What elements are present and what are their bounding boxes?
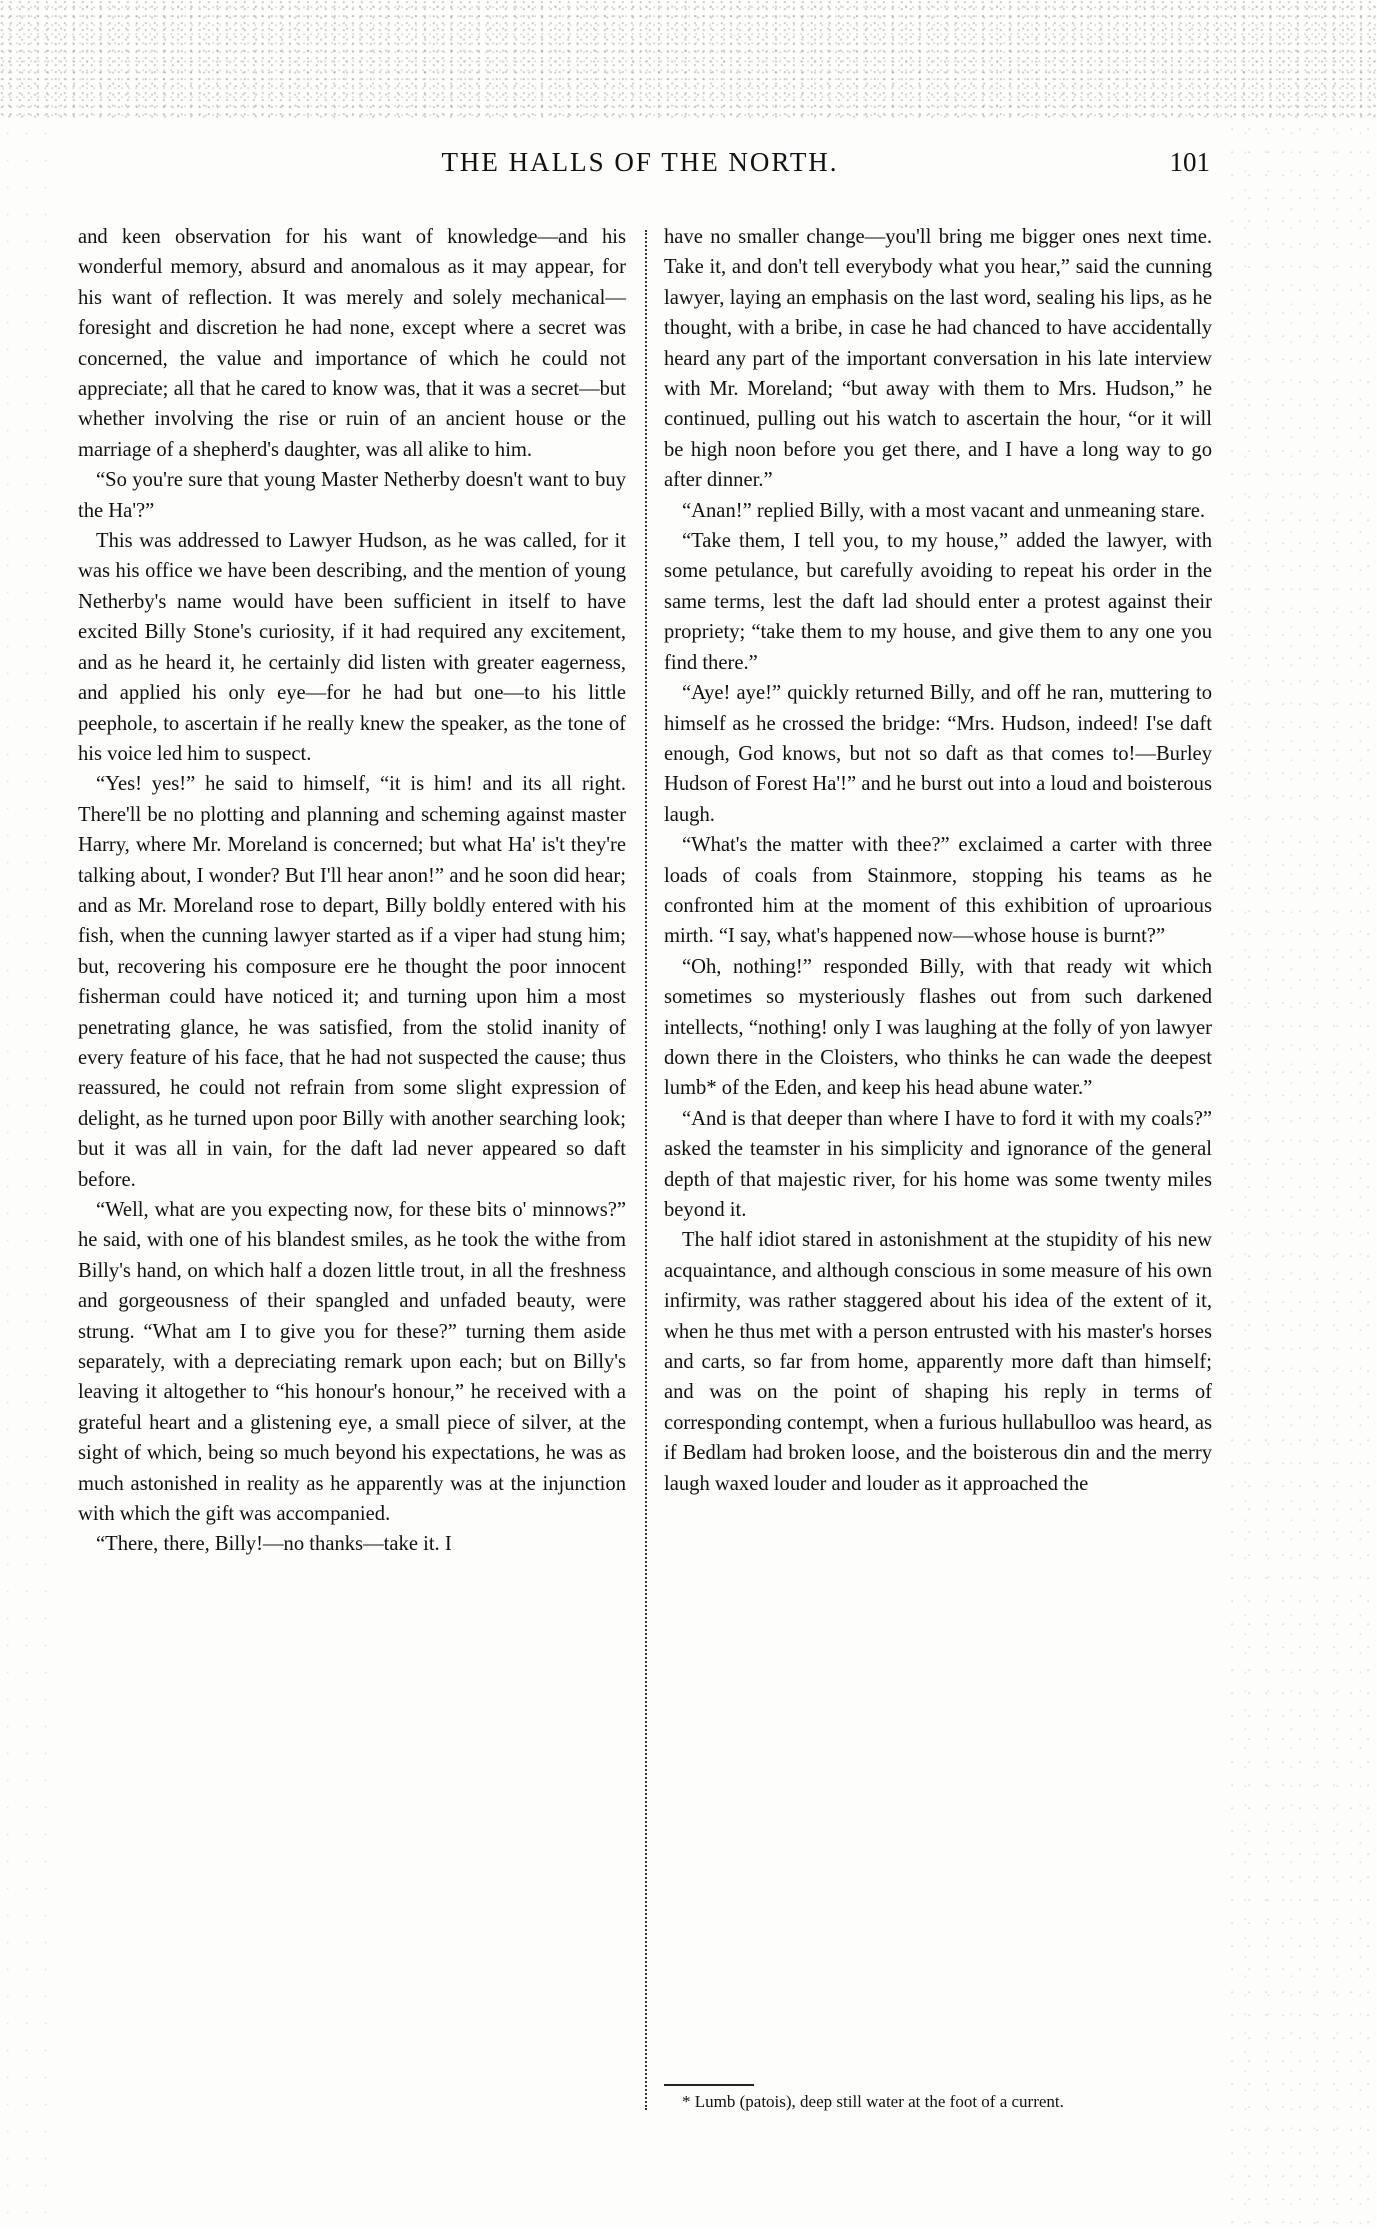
column-divider: [645, 230, 647, 2110]
scan-noise-right: [1227, 120, 1377, 2229]
paragraph: This was addressed to Lawyer Hudson, as he was called, for it was his office we have been describing, and the mention of young Netherby's name would have been sufficient in itself to have excited Billy Stone's curiosity, if it had required any excitement, and as he heard it, he certainly did listen with greater eagerness, and applied his only eye—for he had but one—to his little peephole, to ascertain if he really knew the speaker, as the tone of his voice led him to suspect.: [78, 530, 626, 765]
page-number: 101: [1169, 147, 1210, 177]
paragraph: “And is that deeper than where I have to ford it with my coals?” asked the teamster in his simplicity and ignorance of the general depth of that majestic river, for his home was some twenty miles beyond it.: [664, 1107, 1212, 1221]
paragraph: “Aye! aye!” quickly returned Billy, and off he ran, muttering to himself as he crossed the bridge: “Mrs. Hudson, indeed! I'se daft enough, God knows, but not so daft as that comes to!—Burley Hudson of Forest Ha'!” and he burst out into a loud and boisterous laugh.: [664, 682, 1212, 826]
paragraph: “Anan!” replied Billy, with a most vacant and unmeaning stare.: [682, 499, 1206, 522]
paragraph: “There, there, Billy!—no thanks—take it. I: [96, 1533, 452, 1556]
paragraph: “What's the matter with thee?” exclaimed a carter with three loads of coals from Stainmore, stopping his teams as he confronted him at the moment of this exhibition of uproarious mirth. “I say, what's happened now—whose house is burnt?”: [664, 834, 1212, 948]
footnote: * Lumb (patois), deep still water at the foot of a current.: [682, 2092, 1064, 2111]
running-head: [70, 147, 1210, 187]
scan-noise-top: [0, 0, 1377, 120]
paragraph: “Well, what are you expecting now, for these bits o' minnows?” he said, with one of his blandest smiles, as he took the withe from Billy's hand, on which half a dozen little trout, in all the freshness and gorgeousness of their spangled and unfaded beauty, were strung. “What am I to give you for these?” turning them aside separately, with a depreciating remark upon each; but on Billy's leaving it altogether to “his honour's honour,” he received with a grateful heart and a glistening eye, a small piece of silver, at the sight of which, being so much beyond his expectations, he was as much astonished in reality as he apparently was at the injunction with which the gift was accompanied.: [78, 1199, 626, 1526]
paragraph: “So you're sure that young Master Netherby doesn't want to buy the Ha'?”: [78, 469, 626, 522]
right-column: [664, 222, 1212, 1499]
paragraph: “Oh, nothing!” responded Billy, with that ready wit which sometimes so mysteriously flashes out from such darkened intellects, “nothing! only I was laughing at the folly of yon lawyer down there in the Cloisters, who thinks he can wade the deepest lumb* of the Eden, and keep his head abune water.”: [664, 955, 1212, 1100]
running-title: THE HALLS OF THE NORTH.: [441, 147, 839, 177]
scan-noise-left: [0, 120, 60, 2229]
footnote-rule: [664, 2084, 754, 2086]
paragraph: “Yes! yes!” he said to himself, “it is him! and its all right. There'll be no plotting and planning and scheming against master Harry, where Mr. Moreland is concerned; but what Ha' is't they're talking about, I wonder? But I'll hear anon!” and he soon did hear; and as Mr. Moreland rose to depart, Billy boldly entered with his fish, when the cunning lawyer started as if a viper had stung him; but, recovering his composure ere he thought the poor innocent fisherman could have noticed it; and turning upon him a most penetrating glance, he was satisfied, from the stolid inanity of every feature of his face, that he had not suspected the cause; thus reassured, he could not refrain from some slight expression of delight, as he turned upon poor Billy with another searching look; but it was all in vain, for the daft lad never appeared so daft before.: [78, 773, 626, 1191]
paragraph: have no smaller change—you'll bring me bigger ones next time. Take it, and don't tell everybody what you hear,” said the cunning lawyer, laying an emphasis on the last word, sealing his lips, as he thought, with a bribe, in case he had chanced to have accidentally heard any part of the important conversation in his late interview with Mr. Moreland; “but away with them to Mrs. Hudson,” he continued, pulling out his watch to ascertain the hour, “or it will be high noon before you get there, and I have a long way to go after dinner.”: [664, 226, 1212, 492]
left-column: [78, 222, 626, 1560]
paragraph: The half idiot stared in astonishment at the stupidity of his new acquaintance, and although conscious in some measure of his own infirmity, was rather staggered about his idea of the extent of it, when he thus met with a person entrusted with his master's horses and carts, so far from home, apparently more daft than himself; and was on the point of shaping his reply in terms of corresponding contempt, when a furious hullabulloo was heard, as if Bedlam had broken loose, and the boisterous din and the merry laugh waxed louder and louder as it approached the: [664, 1229, 1212, 1495]
paragraph: and keen observation for his want of knowledge—and his wonderful memory, absurd and anomalous as it may appear, for his want of reflection. It was merely and solely mechanical—foresight and discretion he had none, except where a secret was concerned, the value and importance of which he could not appreciate; all that he cared to know was, that it was a secret—but whether involving the rise or ruin of an ancient house or the marriage of a shepherd's daughter, was all alike to him.: [78, 226, 626, 461]
paragraph: “Take them, I tell you, to my house,” added the lawyer, with some petulance, but carefully avoiding to repeat his order in the same terms, lest the daft lad should enter a protest against their propriety; “take them to my house, and give them to any one you find there.”: [664, 530, 1212, 674]
